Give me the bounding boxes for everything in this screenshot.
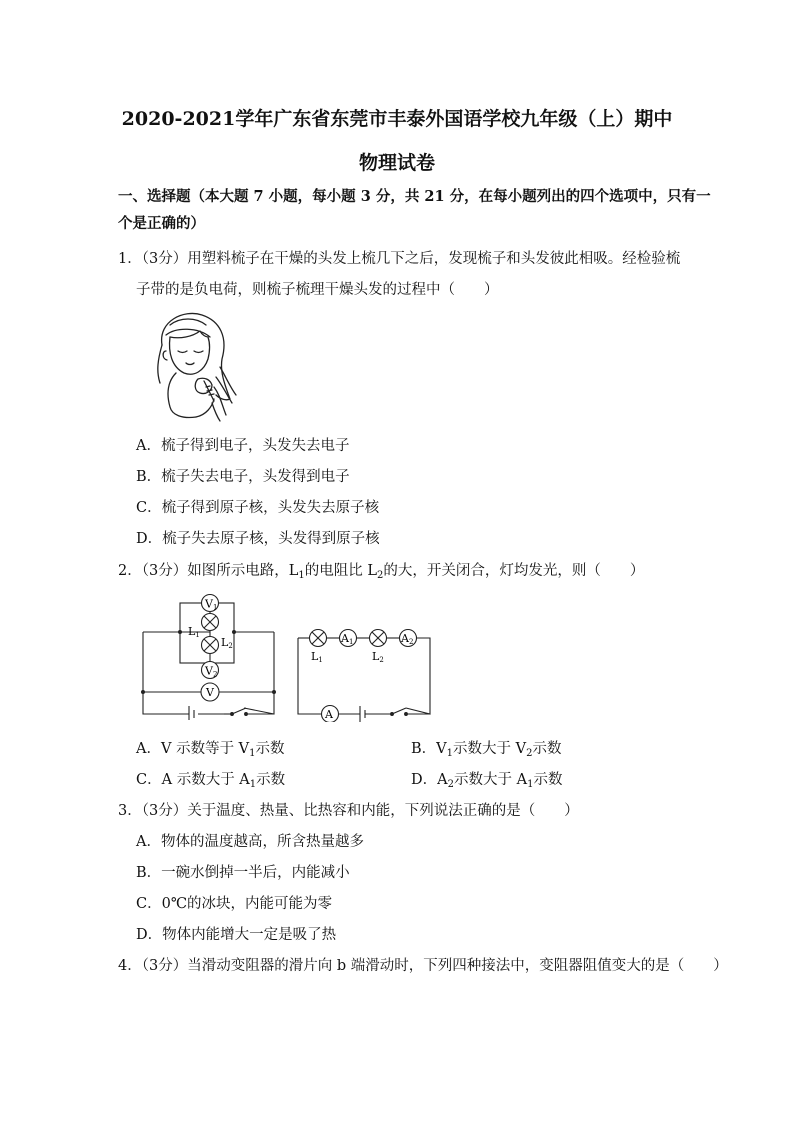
question-2-stem (118, 562, 644, 580)
question-1-stem-line2: 子带的是负电荷，则梳子梳理干燥头发的过程中（ ） (136, 282, 499, 298)
question-1-option-c (136, 499, 379, 517)
meter-v1-label: V1 (205, 597, 218, 612)
section-heading-line1: 一、选择题（本大题 7 小题，每小题 3 分，共 21 分，在每小题列出的四个选项中，只有一 (118, 188, 711, 205)
option-text: 梳子得到原子核，头发失去原子核 (161, 500, 380, 516)
question-score: （3分） (141, 563, 188, 579)
meter-v-label: V (206, 686, 214, 699)
circuit-diagram-left (136, 590, 286, 720)
question-3-option-c: C．0℃的冰块，内能可能为零 (136, 896, 333, 912)
meter-a1-label: A1 (341, 632, 354, 646)
question-number: 3． (118, 803, 142, 819)
lamp-l2-label: L2 (221, 636, 233, 650)
option-letter: A． (136, 438, 161, 454)
question-text: 关于温度、热量、比热容和内能，下列说法正确的是（ ） (187, 803, 579, 819)
meter-a2-label: A2 (401, 632, 414, 646)
option-text: 梳子失去原子核，头发得到原子核 (162, 531, 380, 547)
lamp-l2-label: L2 (372, 650, 384, 664)
question-score: （3分） (141, 251, 188, 267)
paper-title-line2: 物理试卷 (358, 152, 435, 174)
question-2-option-b: B．$V_1$示数大于 $V_2$示数 (411, 741, 562, 759)
stem-subscript: 1 (298, 570, 305, 581)
question-1-stem-line1 (118, 250, 680, 268)
question-number: 2． (118, 563, 142, 579)
meter-v2-label: V2 (205, 664, 218, 679)
option-letter: B． (136, 469, 162, 485)
question-score: （3分） (141, 958, 188, 974)
option-text: 梳子得到电子，头发失去电子 (160, 438, 350, 454)
question-1-option-a (136, 437, 349, 455)
section-heading-line2: 个是正确的） (118, 215, 205, 232)
question-text: 当滑动变阻器的滑片向 b 端滑动时，下列四种接法中，变阻器阻值变大的是（ ） (187, 958, 728, 974)
option-text: 梳子失去电子，头发得到电子 (161, 469, 350, 485)
girl-combing-hair-illustration (140, 307, 238, 423)
meter-a-label: A (325, 708, 333, 721)
stem-part: 的大，开关闭合，灯均发光，则（ ） (383, 563, 645, 579)
stem-subscript: 2 (376, 570, 384, 581)
question-3-option-a: A．物体的温度越高，所含热量越多 (136, 834, 364, 850)
question-number: 4． (118, 958, 142, 974)
stem-part: 的电阻比 L (304, 563, 377, 579)
option-letter: D． (136, 531, 163, 547)
question-1-option-b (136, 468, 350, 486)
lamp-l1-label: L1 (188, 625, 200, 639)
stem-part: 如图所示电路，L (187, 563, 299, 579)
question-1-option-d (136, 530, 380, 548)
question-text: 用塑料梳子在干燥的头发上梳几下之后，发现梳子和头发彼此相吸。经检验梳 (187, 251, 681, 267)
question-2-option-d: D．$A_2$示数大于 $A_1$示数 (411, 772, 563, 790)
question-3-stem (118, 802, 579, 820)
question-3-option-b: B．一碗水倒掉一半后，内能减小 (136, 865, 350, 881)
option-letter: C． (136, 500, 162, 516)
circuit-diagram-right (294, 622, 434, 722)
paper-title-line1: 2020-2021学年广东省东莞市丰泰外国语学校九年级（上）期中 (121, 108, 673, 130)
question-number: 1． (118, 251, 142, 267)
lamp-l1-label: L1 (311, 650, 323, 664)
question-4-stem (118, 957, 728, 975)
question-3-option-d: D．物体内能增大一定是吸了热 (136, 927, 337, 943)
question-score: （3分） (141, 803, 188, 819)
question-2-option-a: A．V 示数等于 $V_1$示数 (136, 741, 285, 759)
question-2-option-c: C．A 示数大于 $A_1$示数 (136, 772, 286, 790)
